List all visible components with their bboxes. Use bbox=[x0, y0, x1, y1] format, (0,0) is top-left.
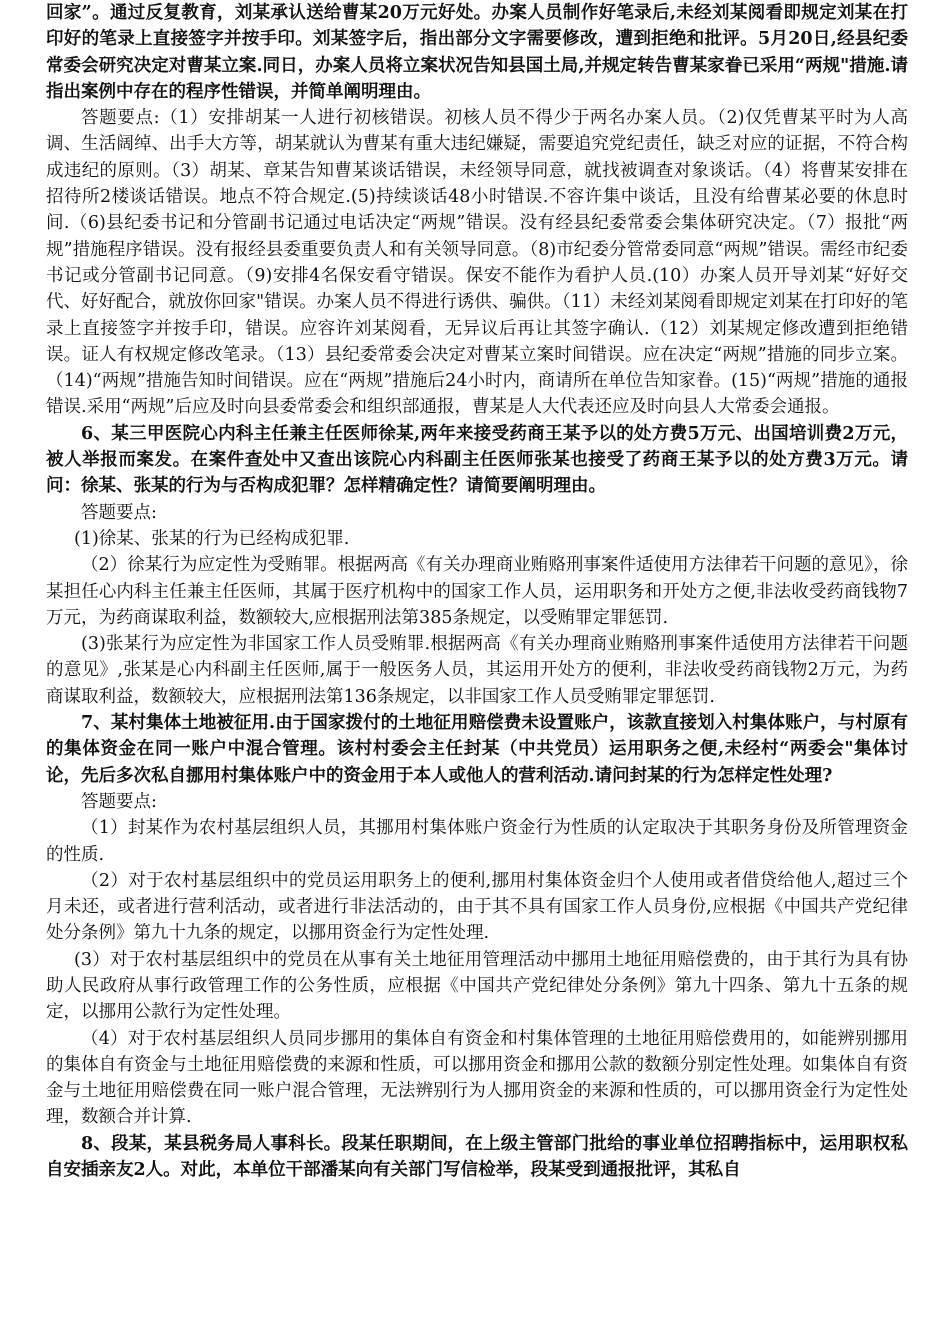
case-7-answer-point-1: （1）封某作为农村基层组织人员，其挪用村集体账户资金行为性质的认定取决于其职务身份及所管理资金的性质. bbox=[46, 818, 908, 865]
case-7-answer-point-3: (3）对于农村基层组织中的党员在从事有关土地征用管理活动中挪用土地征用赔偿费的，由于其行为具有协助人民政府从事行政管理工作的公务性质，应根据《中国共产党纪律处分条例》第九十四条、第九十五条的规定，以挪用公款行为定性处理。 bbox=[46, 949, 908, 1023]
case-7-question: 7、某村集体土地被征用.由于国家拨付的土地征用赔偿费未设置账户，该款直接划入村集体账户，与村原有的集体资金在同一账户中混合管理。该村村委会主任封某（中共党员）运用职务之便,未经村“两委会"集体讨论，先后多次私自挪用村集体账户中的资金用于本人或他人的营利活动.请问封某的行为怎样定性处理? bbox=[46, 713, 908, 786]
case-6-answer-point-3: (3)张某行为应定性为非国家工作人员受贿罪.根据两高《有关办理商业贿赂刑事案件适使用方法律若干问题的意见》,张某是心内科副主任医师,属于一般医务人员，其运用开处方的便利，非法收受药商钱物2万元，为药商谋取利益，数额较大，应根据刑法第136条规定，以非国家工作人员受贿罪定罪惩罚. bbox=[46, 634, 908, 707]
case-6-answer-point-1: (1)徐某、张某的行为已经构成犯罪. bbox=[74, 528, 350, 549]
case-7-answer-point-2: （2）对于农村基层组织中的党员运用职务上的便利,挪用村集体资金归个人使用或者借贷给他人,超过三个月未还，或者进行营利活动，或者进行非法活动的，由于其不具有国家工作人员身份,应根据《中国共产党纪律处分条例》第九十九条的规定，以挪用资金行为定性处理. bbox=[46, 870, 908, 944]
case-7-answer-heading: 答题要点: bbox=[81, 791, 157, 812]
case-6-question: 6、某三甲医院心内科主任兼主任医师徐某,两年来接受药商王某予以的处方费5万元、出国培训费2万元，被人举报而案发。在案件查处中又查出该院心内科副主任医师张某也接受了药商王某予以的处方费3万元。请问：徐某、张某的行为与否构成犯罪？怎样精确定性？请简要阐明理由。 bbox=[46, 423, 908, 497]
case-6-answer-heading: 答题要点: bbox=[81, 502, 157, 523]
case-5-answer: 答题要点:（1）安排胡某一人进行初核错误。初核人员不得少于两名办案人员。（2)仅凭曹某平时为人高调、生活阔绰、出手大方等，胡某就认为曹某有重大违纪嫌疑，需要追究党纪责任，缺乏对应的证据，不符合构成违纪的原则。（3）胡某、章某告知曹某谈话错误，未经领导同意，就找被调查对象谈话。（4）将曹某安排在招待所2楼谈话错误。地点不符合规定.(5)持续谈话48小时错误.不容许集中谈话，且没有给曹某必要的休息时间.（6)县纪委书记和分管副书记通过电话决定“两规”错误。没有经县纪委常委会集体研究决定。（7）报批“两规”措施程序错误。没有报经县委重要负责人和有关领导同意。（8)市纪委分管常委同意“两规”错误。需经市纪委书记或分管副书记同意。（9)安排4名保安看守错误。保安不能作为看护人员.(10）办案人员开导刘某“好好交代、好好配合，就放你回家"错误。办案人员不得进行诱供、骗供。（11）未经刘某阅看即规定刘某在打印好的笔录上直接签字并按手印，错误。应容许刘某阅看，无异议后再让其签字确认.（12）刘某规定修改遭到拒绝错误。证人有权规定修改笔录。（13）县纪委常委会决定对曹某立案时间错误。应在决定“两规”措施的同步立案。（14)“两规”措施告知时间错误。应在“两规”措施后24小时内，商请所在单位告知家眷。(15)“两规”措施的通报错误.采用“两规”后应及时向县委常委会和组织部通报，曹某是人大代表还应及时向县人大常委会通报。 bbox=[46, 108, 908, 418]
case-7-answer-point-4: （4）对于农村基层组织人员同步挪用的集体自有资金和村集体管理的土地征用赔偿费用的，如能辨别挪用的集体自有资金与土地征用赔偿费的来源和性质，可以挪用资金和挪用公款的数额分别定性处理。如集体自有资金与土地征用赔偿费在同一账户混合管理，无法辨别行为人挪用资金的来源和性质的，可以挪用资金行为定性处理，数额合并计算. bbox=[46, 1028, 908, 1128]
case-6-answer-point-2: （2）徐某行为应定性为受贿罪。根据两高《有关办理商业贿赂刑事案件适使用方法律若干问题的意见》，徐某担任心内科主任兼主任医师，其属于医疗机构中的国家工作人员，运用职务和开处方之便,非法收受药商钱物7万元，为药商谋取利益，数额较大,应根据刑法第385条规定，以受贿罪定罪惩罚. bbox=[46, 555, 908, 628]
case-5-text-end: 回家”。通过反复教育，刘某承认送给曹某20万元好处。办案人员制作好笔录后,未经刘某阅看即规定刘某在打印好的笔录上直接签字并按手印。刘某签字后，指出部分文字需要修改，遭到拒绝和批评。5月20日,经县纪委常委会研究决定对曹某立案.同日，办案人员将立案状况告知县国土局,并规定转告曹某家眷已采用“两规"措施.请指出案例中存在的程序性错误，并简单阐明理由。 bbox=[46, 3, 908, 102]
case-8-question: 8、段某，某县税务局人事科长。段某任职期间，在上级主管部门批给的事业单位招聘指标中，运用职权私自安插亲友2人。对此，本单位干部潘某向有关部门写信检举，段某受到通报批评，其私自 bbox=[46, 1133, 908, 1181]
